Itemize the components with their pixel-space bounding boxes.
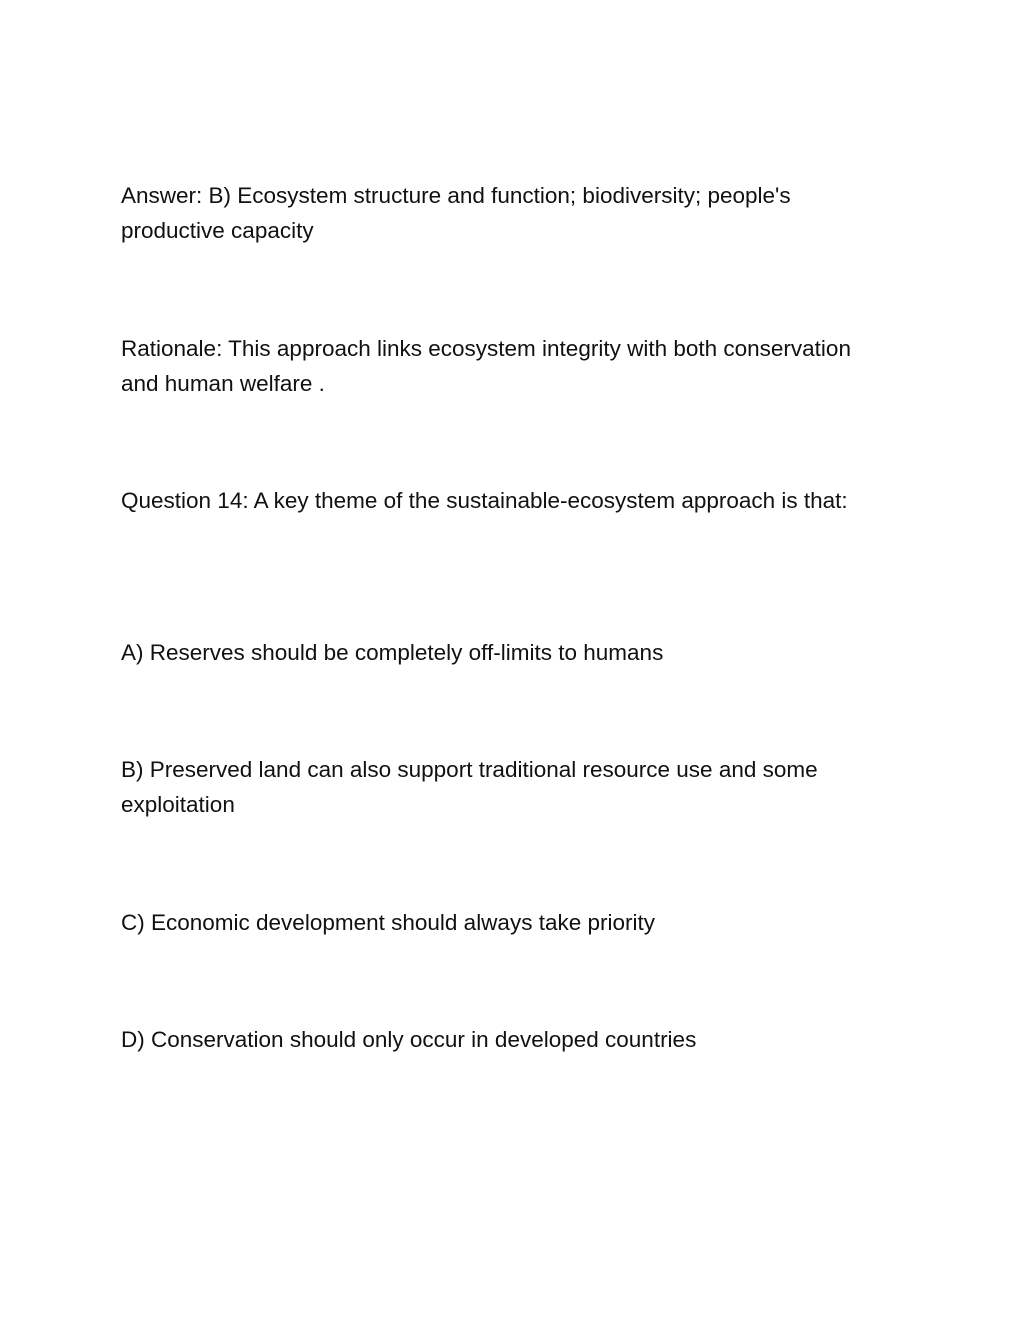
option-c: C) Economic development should always take priority (121, 910, 655, 935)
option-b: B) Preserved land can also support traditional resource use and some exploitation (121, 757, 818, 817)
rationale-paragraph: Rationale: This approach links ecosystem integrity with both conservation and human welfare . (121, 336, 851, 396)
option-a: A) Reserves should be completely off-limits to humans (121, 640, 664, 665)
option-d: D) Conservation should only occur in developed countries (121, 1027, 697, 1052)
question-paragraph: Question 14: A key theme of the sustainable-ecosystem approach is that: (121, 488, 848, 513)
answer-paragraph: Answer: B) Ecosystem structure and function; biodiversity; people's productive capacity (121, 183, 791, 243)
